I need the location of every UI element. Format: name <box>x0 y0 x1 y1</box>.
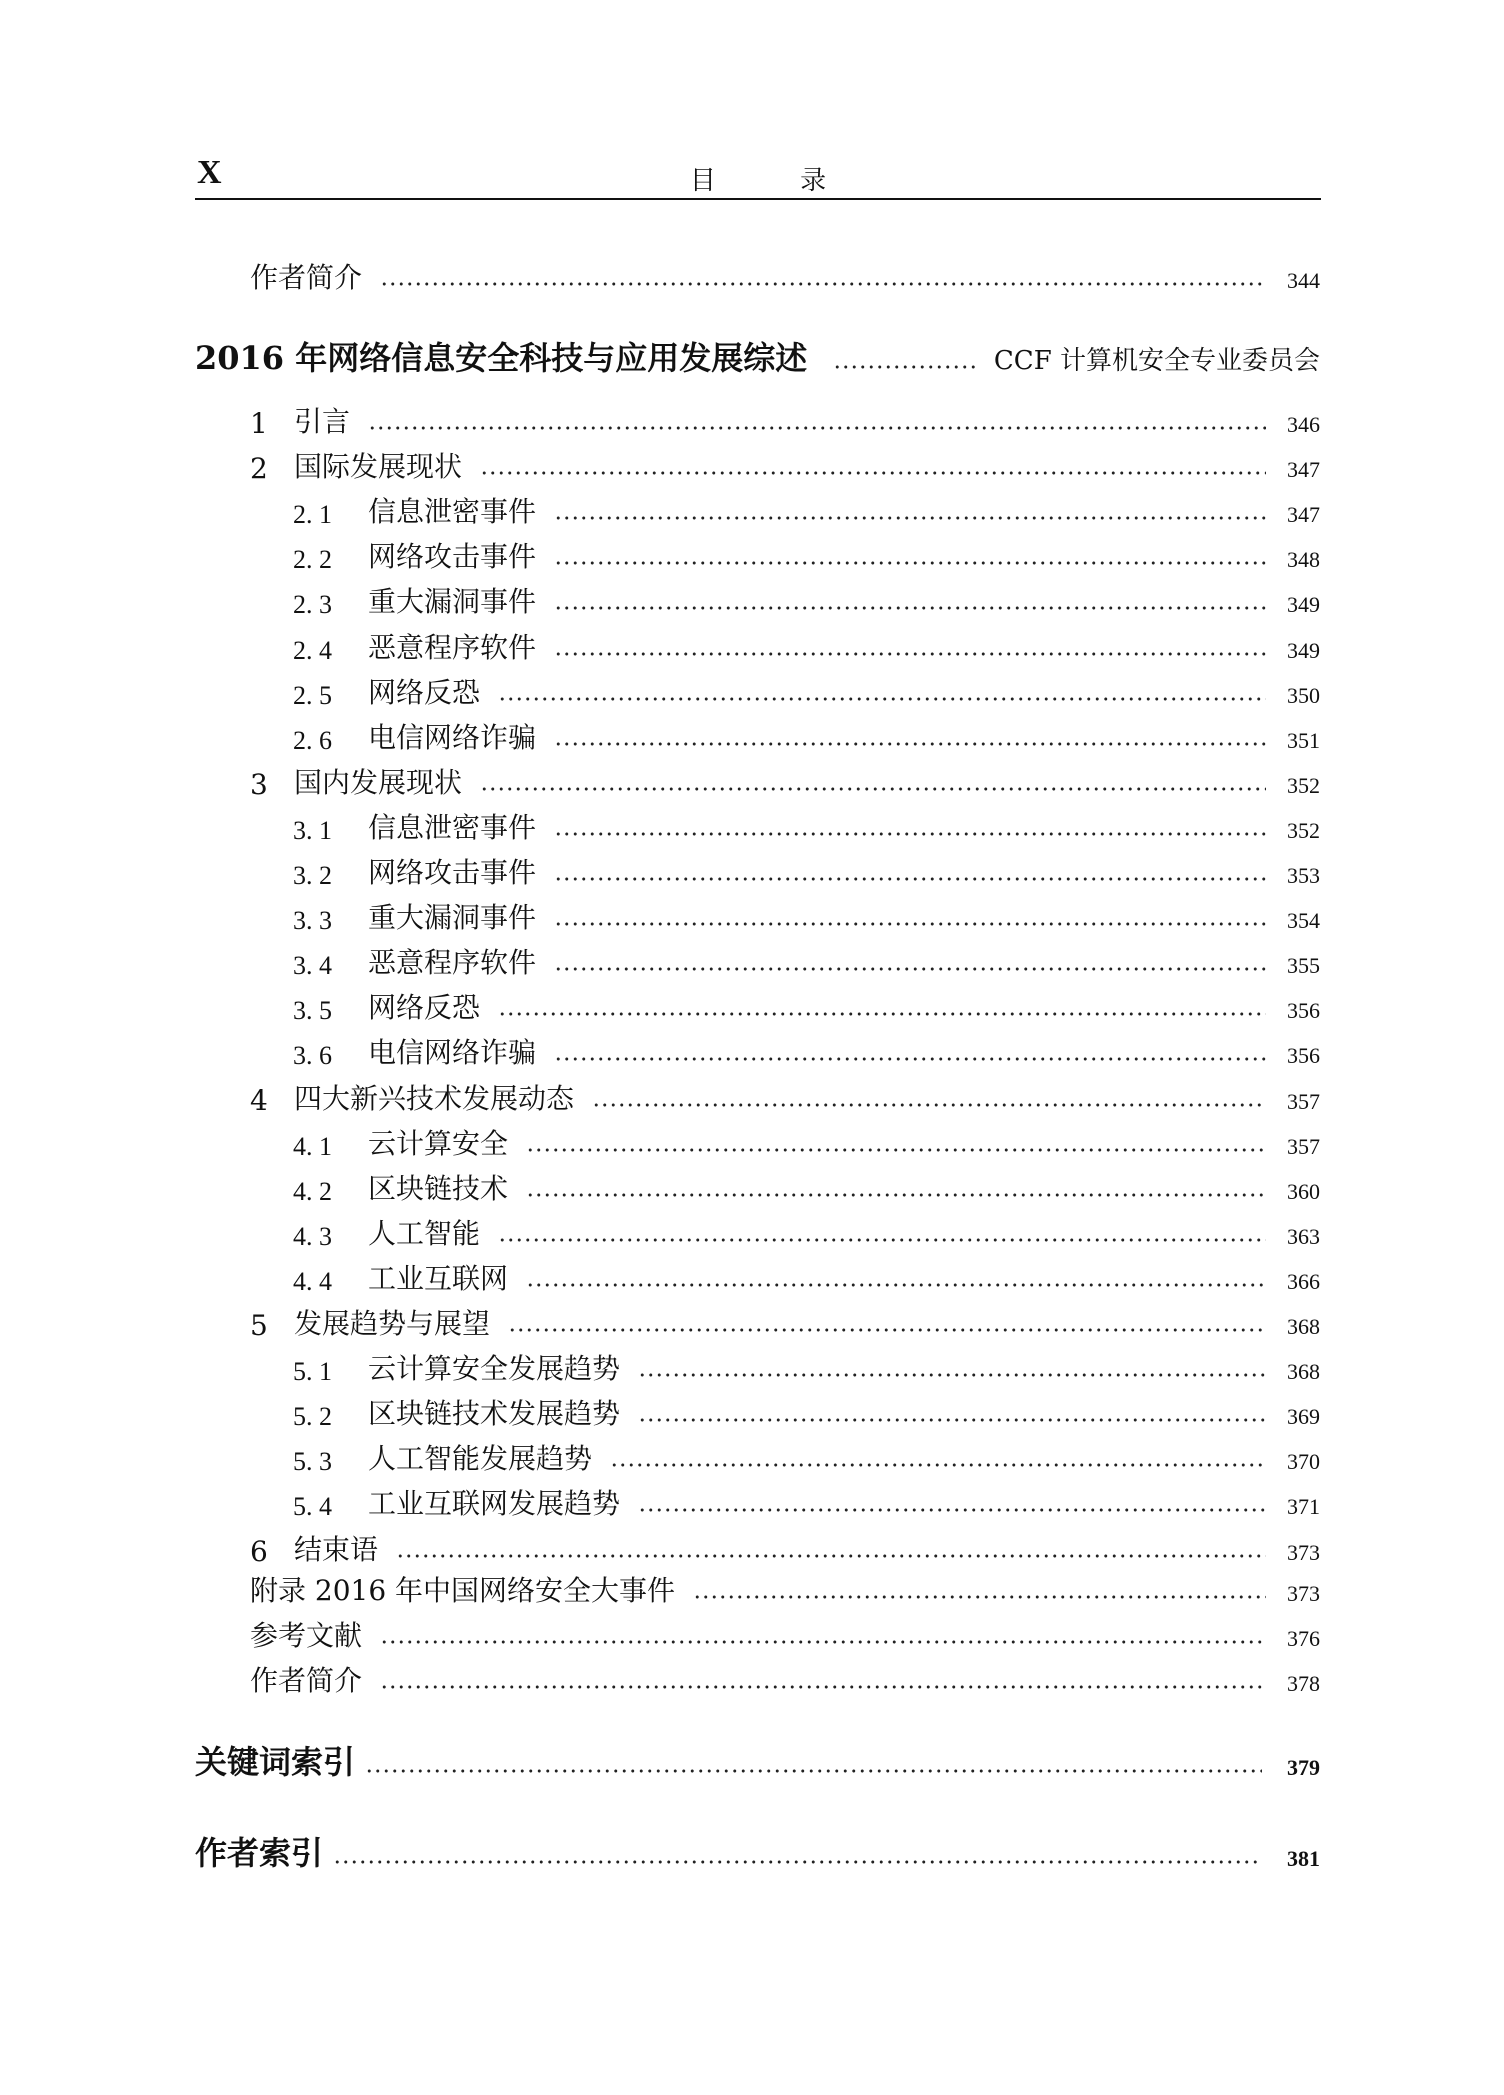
toc-page-number: 356 <box>1287 998 1320 1023</box>
dot-leader <box>610 1462 1266 1468</box>
toc-entry-about-authors-prev[interactable] <box>250 256 1320 296</box>
toc-entry-title: 四大新兴技术发展动态 <box>294 1082 575 1115</box>
toc-section-entry[interactable] <box>250 400 1320 440</box>
toc-subsection-entry[interactable] <box>293 535 1320 575</box>
toc-entry-number: 5. 4 <box>293 1492 332 1521</box>
toc-entry-number: 3 <box>250 768 268 801</box>
toc-subsection-entry[interactable] <box>293 986 1320 1026</box>
toc-subsection-entry[interactable] <box>293 851 1320 891</box>
running-title: 目 录 <box>689 166 865 196</box>
toc-entry-title: 恶意程序软件 <box>368 631 537 664</box>
toc-subsection-entry[interactable] <box>293 1437 1320 1477</box>
dot-leader <box>526 1282 1266 1288</box>
dot-leader <box>498 696 1266 702</box>
toc-entry-title: 人工智能发展趋势 <box>368 1442 593 1475</box>
toc-page-number: 369 <box>1287 1404 1320 1429</box>
part-author: CCF 计算机安全专业委员会 <box>993 346 1320 376</box>
dot-leader <box>833 364 980 370</box>
toc-entry-title: 工业互联网 <box>368 1262 509 1295</box>
dot-leader <box>396 1553 1266 1559</box>
dot-leader <box>380 1639 1266 1645</box>
toc-subsection-entry[interactable] <box>293 1212 1320 1252</box>
toc-subsection-entry[interactable] <box>293 1482 1320 1522</box>
toc-page-number: 360 <box>1287 1179 1320 1204</box>
toc-entry-about-authors[interactable] <box>250 1659 1320 1699</box>
toc-page-number: 347 <box>1287 502 1320 527</box>
toc-entry-number: 2. 2 <box>293 545 332 574</box>
toc-page-number: 348 <box>1287 547 1320 572</box>
toc-entry-title: 重大漏洞事件 <box>368 585 537 618</box>
toc-subsection-entry[interactable] <box>293 941 1320 981</box>
running-header <box>195 154 1321 200</box>
toc-entry-number: 3. 4 <box>293 951 332 980</box>
dot-leader <box>693 1594 1266 1600</box>
toc-subsection-entry[interactable] <box>293 716 1320 756</box>
dot-leader <box>368 425 1266 431</box>
dot-leader <box>554 741 1266 747</box>
toc-page-number: 350 <box>1287 683 1320 708</box>
toc-entry-number: 3. 1 <box>293 816 332 845</box>
toc-subsection-entry[interactable] <box>293 1257 1320 1297</box>
keyword-index-title: 关键词索引 <box>195 1743 356 1781</box>
toc-entry-number: 3. 2 <box>293 861 332 890</box>
dot-leader <box>380 281 1266 287</box>
part-title: 2016 年网络信息安全科技与应用发展综述 <box>195 339 808 377</box>
toc-entry-number: 5 <box>250 1309 268 1342</box>
toc-entry-number: 5. 2 <box>293 1402 332 1431</box>
toc-entry-number: 4. 4 <box>293 1267 332 1296</box>
toc-entry-title: 信息泄密事件 <box>368 811 537 844</box>
toc-page-number: 346 <box>1287 412 1320 437</box>
toc-entry-title: 国际发展现状 <box>294 450 463 483</box>
toc-subsection-entry[interactable] <box>293 1347 1320 1387</box>
toc-entry-number: 2. 4 <box>293 636 332 665</box>
toc-page-number: 366 <box>1287 1269 1320 1294</box>
toc-subsection-entry[interactable] <box>293 580 1320 620</box>
dot-leader <box>380 1684 1266 1690</box>
toc-entry-number: 2. 3 <box>293 590 332 619</box>
toc-page-number: 357 <box>1287 1089 1320 1114</box>
toc-entry-number: 3. 3 <box>293 906 332 935</box>
toc-page-number: 349 <box>1287 592 1320 617</box>
toc-page-number: 353 <box>1287 863 1320 888</box>
toc-section-entry[interactable] <box>250 1077 1320 1117</box>
dot-leader <box>638 1417 1266 1423</box>
dot-leader <box>554 651 1266 657</box>
toc-entry-title: 网络反恐 <box>368 676 481 709</box>
dot-leader <box>554 876 1266 882</box>
dot-leader <box>498 1237 1266 1243</box>
dot-leader <box>554 1056 1266 1062</box>
toc-entry-number: 4. 1 <box>293 1132 332 1161</box>
toc-subsection-entry[interactable] <box>293 490 1320 530</box>
toc-subsection-entry[interactable] <box>293 626 1320 666</box>
dot-leader <box>498 1011 1266 1017</box>
toc-entry-title: 区块链技术发展趋势 <box>368 1397 621 1430</box>
toc-page-number: 352 <box>1287 773 1320 798</box>
toc-entry-title: 云计算安全发展趋势 <box>368 1352 621 1385</box>
page-number: X <box>197 154 222 191</box>
toc-entry-title: 作者简介 <box>250 1664 363 1697</box>
toc-entry-number: 4 <box>250 1084 268 1117</box>
dot-leader <box>526 1147 1266 1153</box>
toc-subsection-entry[interactable] <box>293 1122 1320 1162</box>
dot-leader <box>365 1768 1262 1774</box>
author-index-title: 作者索引 <box>195 1834 324 1872</box>
toc-entry-number: 2. 1 <box>293 500 332 529</box>
toc-entry-title: 结束语 <box>294 1533 379 1566</box>
toc-subsection-entry[interactable] <box>293 806 1320 846</box>
toc-entry-number: 4. 2 <box>293 1177 332 1206</box>
toc-entry-title: 引言 <box>294 405 351 438</box>
toc-entry-number: 6 <box>250 1535 268 1568</box>
toc-page-number: 379 <box>1287 1755 1320 1780</box>
toc-entry-title: 参考文献 <box>250 1619 363 1652</box>
toc-entry-number: 2. 6 <box>293 726 332 755</box>
dot-leader <box>526 1192 1266 1198</box>
toc-entry-number: 3. 6 <box>293 1041 332 1070</box>
dot-leader <box>333 1859 1262 1865</box>
toc-entry-title: 云计算安全 <box>368 1127 509 1160</box>
toc-entry-title: 工业互联网发展趋势 <box>368 1487 621 1520</box>
toc-entry-title: 附录 2016 年中国网络安全大事件 <box>250 1574 676 1607</box>
toc-subsection-entry[interactable] <box>293 1392 1320 1432</box>
toc-page-number: 347 <box>1287 457 1320 482</box>
toc-page-number: 344 <box>1287 268 1320 293</box>
toc-author-index[interactable] <box>195 1828 1320 1874</box>
dot-leader <box>638 1507 1266 1513</box>
toc-page-number: 352 <box>1287 818 1320 843</box>
dot-leader <box>480 786 1266 792</box>
toc-entry-title: 网络攻击事件 <box>368 856 537 889</box>
toc-section-entry[interactable] <box>250 1302 1320 1342</box>
toc-entry-number: 2. 5 <box>293 681 332 710</box>
toc-subsection-entry[interactable] <box>293 1031 1320 1071</box>
toc-section-entry[interactable] <box>250 1528 1320 1568</box>
toc-entry-number: 1 <box>250 407 268 440</box>
dot-leader <box>554 515 1266 521</box>
toc-entry-title: 人工智能 <box>368 1217 481 1250</box>
toc-entry-title: 恶意程序软件 <box>368 946 537 979</box>
toc-section-entry[interactable] <box>250 761 1320 801</box>
toc-part-heading[interactable] <box>195 333 1320 379</box>
toc-subsection-entry[interactable] <box>293 896 1320 936</box>
dot-leader <box>554 560 1266 566</box>
toc-entry-title: 国内发展现状 <box>294 766 463 799</box>
toc-page-number: 373 <box>1287 1581 1320 1606</box>
toc-keyword-index[interactable] <box>195 1737 1320 1783</box>
dot-leader <box>554 921 1266 927</box>
toc-page-number: 381 <box>1287 1846 1320 1871</box>
toc-entry-title: 电信网络诈骗 <box>368 721 537 754</box>
dot-leader <box>508 1327 1266 1333</box>
toc-entry-title: 发展趋势与展望 <box>294 1307 491 1340</box>
toc-page-number: 355 <box>1287 953 1320 978</box>
toc-page-number: 368 <box>1287 1314 1320 1339</box>
toc-page-number: 378 <box>1287 1671 1320 1696</box>
toc-page-number: 356 <box>1287 1043 1320 1068</box>
toc-page-number: 373 <box>1287 1540 1320 1565</box>
toc-page-number: 351 <box>1287 728 1320 753</box>
toc-entry-title: 网络反恐 <box>368 991 481 1024</box>
toc-page-number: 357 <box>1287 1134 1320 1159</box>
toc-subsection-entry[interactable] <box>293 671 1320 711</box>
toc-entry-references[interactable] <box>250 1614 1320 1654</box>
toc-entry-title: 电信网络诈骗 <box>368 1036 537 1069</box>
toc-page-number: 349 <box>1287 638 1320 663</box>
toc-entry-title: 作者简介 <box>250 261 363 294</box>
toc-entry-title: 网络攻击事件 <box>368 540 537 573</box>
toc-entry-number: 2 <box>250 452 268 485</box>
toc-page-number: 363 <box>1287 1224 1320 1249</box>
toc-section-entry[interactable] <box>250 445 1320 485</box>
dot-leader <box>638 1372 1266 1378</box>
toc-page-number: 368 <box>1287 1359 1320 1384</box>
toc-page-number: 371 <box>1287 1494 1320 1519</box>
toc-entry-number: 5. 1 <box>293 1357 332 1386</box>
toc-page-number: 354 <box>1287 908 1320 933</box>
dot-leader <box>592 1102 1266 1108</box>
toc-page-number: 376 <box>1287 1626 1320 1651</box>
dot-leader <box>480 470 1266 476</box>
dot-leader <box>554 831 1266 837</box>
dot-leader <box>554 605 1266 611</box>
toc-entry-title: 重大漏洞事件 <box>368 901 537 934</box>
toc-entry-number: 4. 3 <box>293 1222 332 1251</box>
toc-page-number: 370 <box>1287 1449 1320 1474</box>
toc-entry-title: 区块链技术 <box>368 1172 509 1205</box>
toc-entry-title: 信息泄密事件 <box>368 495 537 528</box>
toc-entry-number: 3. 5 <box>293 996 332 1025</box>
toc-subsection-entry[interactable] <box>293 1167 1320 1207</box>
toc-entry-appendix[interactable] <box>250 1569 1320 1609</box>
dot-leader <box>554 966 1266 972</box>
toc-entry-number: 5. 3 <box>293 1447 332 1476</box>
